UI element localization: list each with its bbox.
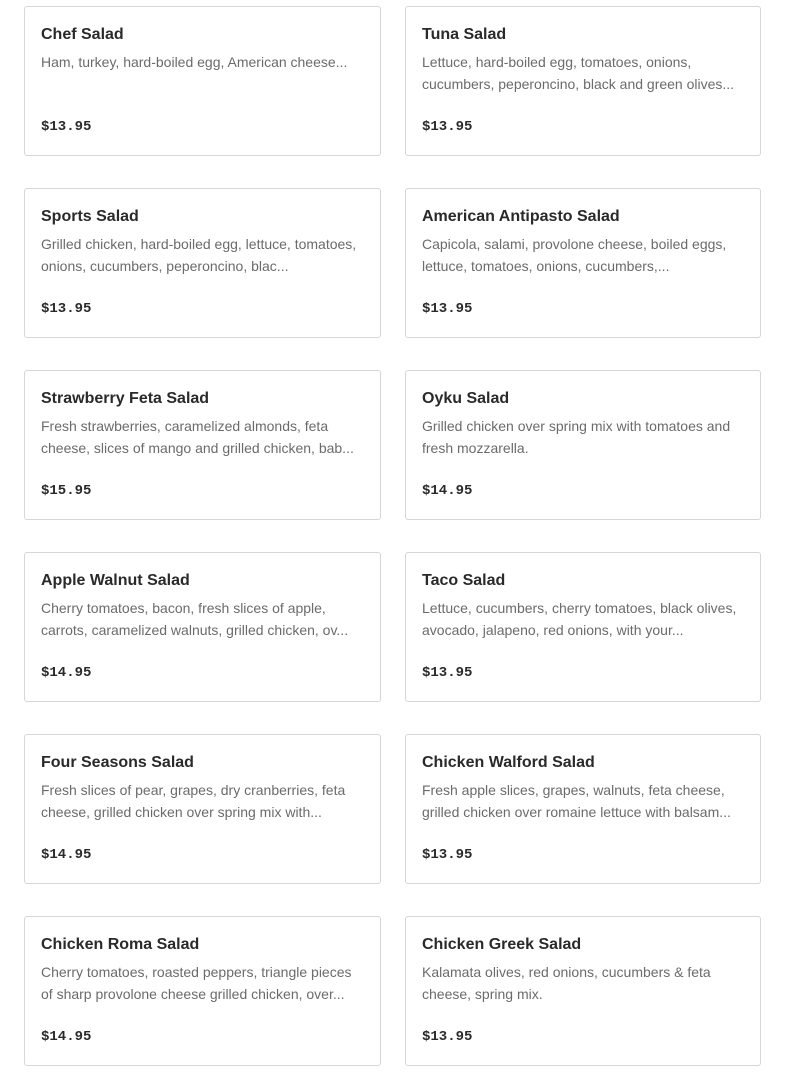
menu-item-price: $13.95 bbox=[422, 119, 473, 135]
menu-item-price: $13.95 bbox=[422, 301, 473, 317]
menu-item-name: Chicken Walford Salad bbox=[422, 754, 595, 771]
menu-item-card[interactable] bbox=[405, 188, 761, 338]
menu-item-name: Tuna Salad bbox=[422, 26, 507, 43]
menu-item-name: Oyku Salad bbox=[422, 390, 510, 407]
menu-item-description: Kalamata olives, red onions, cucumbers & feta cheese, spring mix. bbox=[422, 964, 711, 1002]
menu-item-description: Fresh slices of pear, grapes, dry cranberries, feta cheese, grilled chicken over spring mix with... bbox=[41, 782, 346, 820]
menu-item-price: $13.95 bbox=[422, 1029, 473, 1045]
menu-item-name: American Antipasto Salad bbox=[422, 208, 620, 225]
menu-item-name: Apple Walnut Salad bbox=[41, 572, 190, 589]
menu-item-card[interactable] bbox=[24, 370, 381, 520]
menu-item-card[interactable] bbox=[405, 734, 761, 884]
menu-item-name: Chicken Greek Salad bbox=[422, 936, 582, 953]
menu-item-description: Grilled chicken, hard-boiled egg, lettuce, tomatoes, onions, cucumbers, peperoncino, blac... bbox=[41, 236, 357, 274]
menu-item-description: Cherry tomatoes, bacon, fresh slices of apple, carrots, caramelized walnuts, grilled chicken, ov... bbox=[41, 600, 349, 638]
menu-item-card[interactable] bbox=[24, 6, 381, 156]
menu-item-card[interactable] bbox=[405, 916, 761, 1066]
menu-item-price: $13.95 bbox=[422, 665, 473, 681]
menu-item-price: $13.95 bbox=[41, 301, 92, 317]
menu-item-price: $13.95 bbox=[41, 119, 92, 135]
menu-item-name: Chicken Roma Salad bbox=[41, 936, 200, 953]
menu-item-price: $14.95 bbox=[422, 483, 473, 499]
menu-item-price: $13.95 bbox=[422, 847, 473, 863]
menu-item-price: $14.95 bbox=[41, 1029, 92, 1045]
menu-item-description: Lettuce, cucumbers, cherry tomatoes, black olives, avocado, jalapeno, red onions, with your... bbox=[422, 600, 737, 638]
menu-item-name: Strawberry Feta Salad bbox=[41, 390, 210, 407]
menu-item-description: Cherry tomatoes, roasted peppers, triangle pieces of sharp provolone cheese grilled chicken, over... bbox=[41, 964, 352, 1002]
menu-item-card[interactable] bbox=[405, 6, 761, 156]
menu-item-price: $14.95 bbox=[41, 847, 92, 863]
menu-item-description: Fresh strawberries, caramelized almonds, feta cheese, slices of mango and grilled chicken, bab... bbox=[41, 418, 354, 456]
menu-item-name: Four Seasons Salad bbox=[41, 754, 194, 771]
menu-item-card[interactable] bbox=[24, 552, 381, 702]
menu-item-name: Taco Salad bbox=[422, 572, 506, 589]
menu-item-name: Chef Salad bbox=[41, 26, 124, 43]
menu-item-description: Grilled chicken over spring mix with tomatoes and fresh mozzarella. bbox=[422, 418, 731, 456]
menu-item-name: Sports Salad bbox=[41, 208, 139, 225]
menu-item-description: Lettuce, hard-boiled egg, tomatoes, onions, cucumbers, peperoncino, black and green olives... bbox=[422, 54, 735, 92]
menu-item-card[interactable] bbox=[405, 552, 761, 702]
menu-item-description: Capicola, salami, provolone cheese, boiled eggs, lettuce, tomatoes, onions, cucumbers,... bbox=[422, 236, 727, 274]
menu-item-card[interactable] bbox=[24, 916, 381, 1066]
menu-item-card[interactable] bbox=[24, 734, 381, 884]
menu-item-card[interactable] bbox=[24, 188, 381, 338]
menu-item-price: $14.95 bbox=[41, 665, 92, 681]
menu-item-description: Ham, turkey, hard-boiled egg, American cheese... bbox=[41, 54, 348, 70]
menu-item-card[interactable] bbox=[405, 370, 761, 520]
menu-item-price: $15.95 bbox=[41, 483, 92, 499]
menu-item-description: Fresh apple slices, grapes, walnuts, feta cheese, grilled chicken over romaine lettuce with balsam... bbox=[422, 782, 731, 820]
